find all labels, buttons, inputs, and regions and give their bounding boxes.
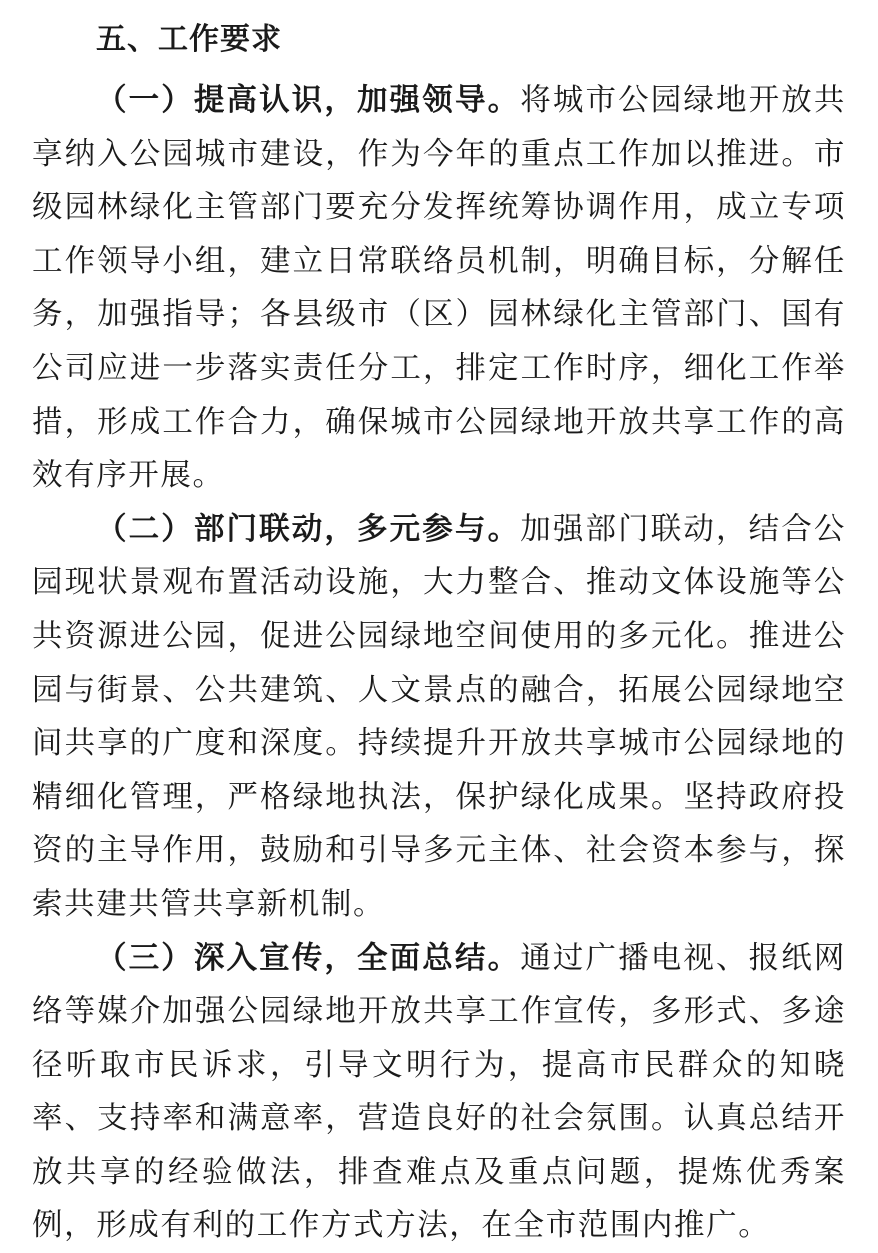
section-heading: 五、工作要求: [96, 14, 846, 70]
paragraph-2-title: （二）部门联动，多元参与。: [96, 512, 520, 547]
paragraph-3-title: （三）深入宣传，全面总结。: [96, 941, 520, 976]
paragraph-3: [32, 932, 846, 1253]
paragraph-1-body: 将城市公园绿地开放共享纳入公园城市建设，作为今年的重点工作加以推进。市级园林绿化主管部门要充分发挥统筹协调作用，成立专项工作领导小组，建立日常联络员机制，明确目标，分解任务，加强指导；各县级市（区）园林绿化主管部门、国有公司应进一步落实责任分工，排定工作时序，细化工作举措，形成工作合力，确保城市公园绿地开放共享工作的高效有序开展。: [32, 83, 846, 493]
paragraph-3-body: 通过广播电视、报纸网络等媒介加强公园绿地开放共享工作宣传，多形式、多途径听取市民诉求，引导文明行为，提高市民群众的知晓率、支持率和满意率，营造良好的社会氛围。认真总结开放共享的经验做法，排查难点及重点问题，提炼优秀案例，形成有利的工作方式方法，在全市范围内推广。: [32, 941, 846, 1244]
paragraph-1: [32, 74, 846, 503]
paragraph-2: [32, 503, 846, 932]
paragraph-1-title: （一）提高认识，加强领导。: [96, 83, 520, 118]
paragraph-2-body: 加强部门联动，结合公园现状景观布置活动设施，大力整合、推动文体设施等公共资源进公园，促进公园绿地空间使用的多元化。推进公园与街景、公共建筑、人文景点的融合，拓展公园绿地空间共享的广度和深度。持续提升开放共享城市公园绿地的精细化管理，严格绿地执法，保护绿化成果。坚持政府投资的主导作用，鼓励和引导多元主体、社会资本参与，探索共建共管共享新机制。: [32, 512, 846, 922]
